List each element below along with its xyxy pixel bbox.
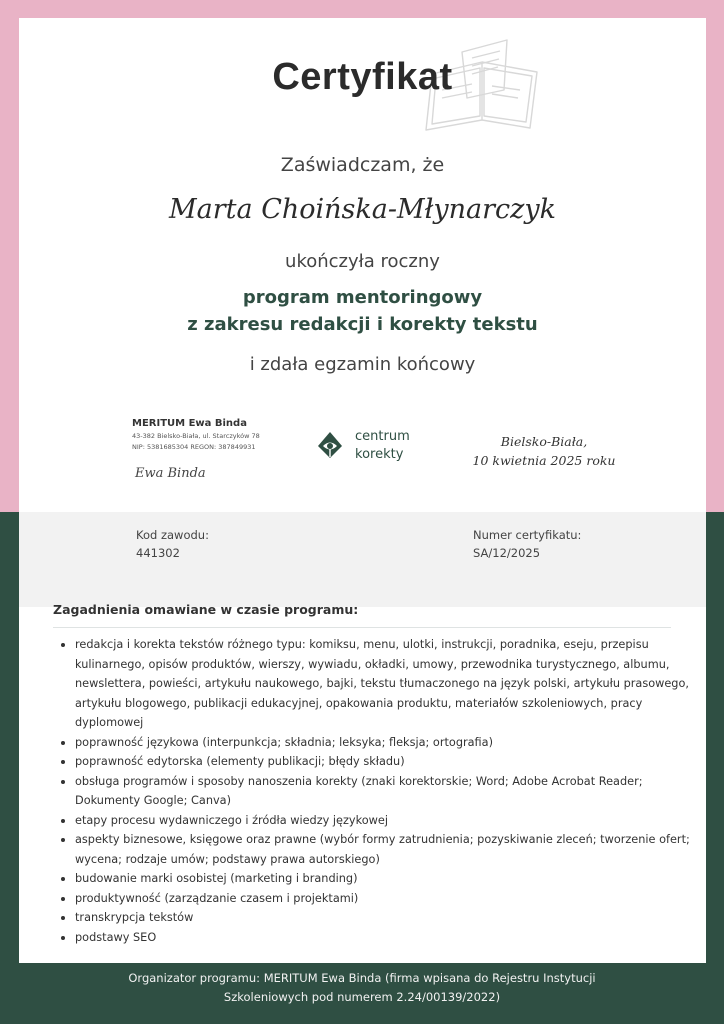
certificate-card <box>19 18 706 963</box>
topics-list <box>53 635 705 947</box>
program-line-1: program mentoringowy <box>242 287 483 308</box>
company-stamp <box>132 418 272 451</box>
organizer-footer <box>0 969 724 1007</box>
stamp-address: 43-382 Bielsko-Biała, ul. Starczyków 78 <box>132 432 260 440</box>
signature: Ewa Binda <box>135 466 206 481</box>
list-item: budowanie marki osobistej (marketing i branding) <box>75 869 705 889</box>
pen-nib-icon <box>315 430 345 460</box>
list-item: produktywność (zarządzanie czasem i projektami) <box>75 889 705 909</box>
topics-heading: Zagadnienia omawiane w czasie programu: <box>53 602 359 617</box>
attestation-line: Zaświadczam, że <box>280 154 445 176</box>
logo-line-1: centrum <box>355 429 410 444</box>
completion-line: ukończyła roczny <box>285 251 440 272</box>
certificate-number-value: SA/12/2025 <box>473 546 541 560</box>
list-item: obsługa programów i sposoby nanoszenia korekty (znaki korektorskie; Word; Adobe Acrobat Reader; Dokumenty Google; Canva) <box>75 772 705 811</box>
logo-line-2: korekty <box>355 447 404 462</box>
footer-line-1: Organizator programu: MERITUM Ewa Binda (firma wpisana do Rejestru Instytucji <box>128 971 596 985</box>
footer-line-2: Szkoleniowych pod numerem 2.24/00139/2022) <box>223 990 501 1004</box>
place: Bielsko-Biała, <box>500 434 588 449</box>
occupation-code-label: Kod zawodu: <box>136 528 209 542</box>
exam-line: i zdała egzamin końcowy <box>249 354 476 375</box>
centrum-korekty-logo <box>315 428 435 478</box>
program-name <box>19 284 706 338</box>
date: 10 kwietnia 2025 roku <box>472 453 616 468</box>
certificate-number-label: Numer certyfikatu: <box>473 528 582 542</box>
program-line-2: z zakresu redakcji i korekty tekstu <box>187 314 538 335</box>
stamp-company: MERITUM Ewa Binda <box>132 418 247 429</box>
list-item: transkrypcja tekstów <box>75 908 705 928</box>
list-item: poprawność edytorska (elementy publikacji; błędy składu) <box>75 752 705 772</box>
list-item: podstawy SEO <box>75 928 705 948</box>
logo-text <box>355 428 410 464</box>
stamp-ids: NIP: 5381685304 REGON: 387849931 <box>132 443 256 451</box>
info-band <box>19 512 706 607</box>
list-item: etapy procesu wydawniczego i źródła wiedzy językowej <box>75 811 705 831</box>
certificate-title: Certyfikat <box>272 56 453 98</box>
place-date <box>444 432 644 470</box>
recipient-name: Marta Choińska-Młynarczyk <box>169 194 556 225</box>
list-item: poprawność językowa (interpunkcja; składnia; leksyka; fleksja; ortografia) <box>75 733 705 753</box>
occupation-code-value: 441302 <box>136 546 180 560</box>
divider <box>53 627 671 628</box>
list-item: aspekty biznesowe, księgowe oraz prawne (wybór formy zatrudnienia; pozyskiwanie zleceń; tworzenie ofert; wycena; rodzaje umów; podstawy prawa autorskiego) <box>75 830 705 869</box>
list-item: redakcja i korekta tekstów różnego typu: komiksu, menu, ulotki, instrukcji, poradnika, eseju, przepisu kulinarnego, opisów produktów, wierszy, wywiadu, okładki, umowy, przewodnika turystycznego, albumu, newslettera, powieści, artykułu naukowego, bajki, tekstu tłumaczonego na język polski, artykułu prasowego, artykułu blogowego, publikacji edukacyjnej, opakowania produktu, materiałów szkoleniowych, pracy dyplomowej <box>75 635 705 733</box>
